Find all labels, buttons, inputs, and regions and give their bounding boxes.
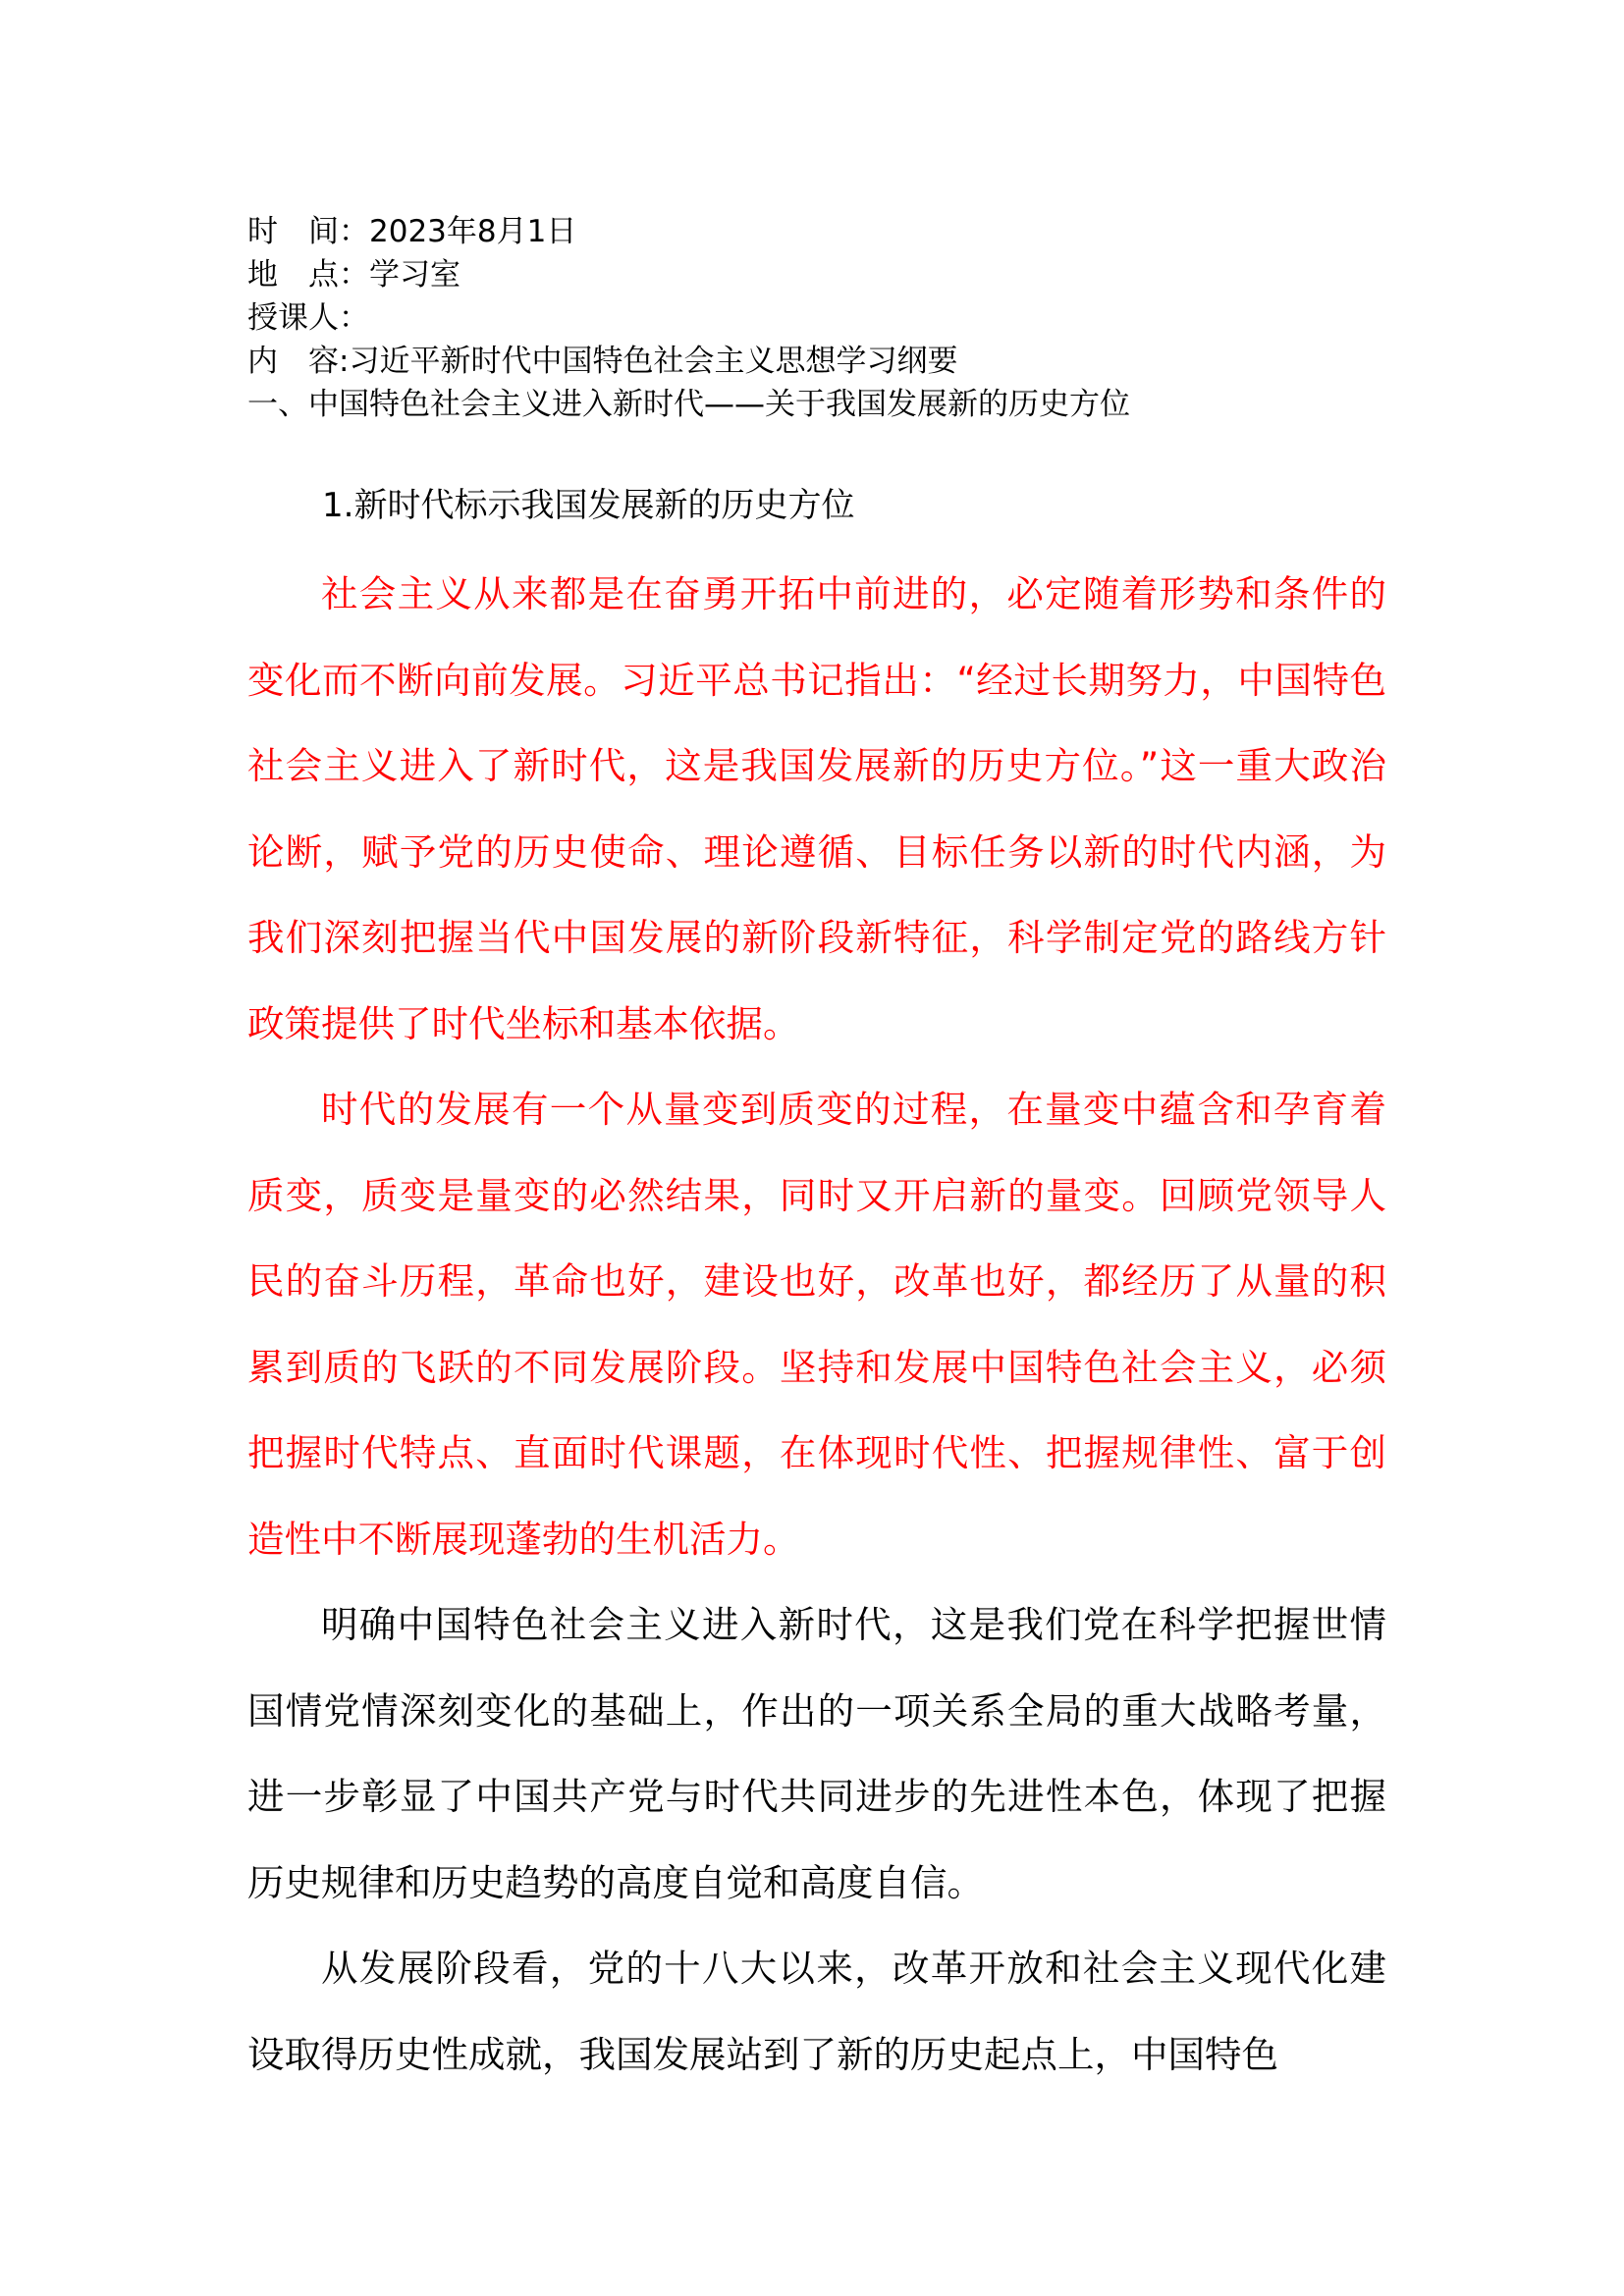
paragraph-2: 时代的发展有一个从量变到质变的过程，在量变中蕴含和孕育着质变，质变是量变的必然结果，同时又开启新的量变。回顾党领导人民的奋斗历程，革命也好，建设也好，改革也好，都经历了从量的积累到质的飞跃的不同发展阶段。坚持和发展中国特色社会主义，必须把握时代特点、直面时代课题，在体现时代性、把握规律性、富于创造性中不断展现蓬勃的生机活力。 (247, 1088, 1386, 1561)
meeting-time: 时 间：2023年8月1日 (247, 214, 577, 249)
paragraph-4: 从发展阶段看，党的十八大以来，改革开放和社会主义现代化建设取得历史性成就，我国发展站到了新的历史起点上，中国特色 (247, 1947, 1386, 2076)
paragraph-3: 明确中国特色社会主义进入新时代，这是我们党在科学把握世情国情党情深刻变化的基础上，作出的一项关系全局的重大战略考量，进一步彰显了中国共产党与时代共同进步的先进性本色，体现了把握历史规律和历史趋势的高度自觉和高度自信。 (247, 1603, 1386, 1904)
subheading: 1.新时代标示我国发展新的历史方位 (322, 486, 855, 525)
meeting-content: 内 容:习近平新时代中国特色社会主义思想学习纲要 (247, 344, 958, 379)
meeting-lecturer: 授课人： (247, 300, 369, 336)
paragraph-1: 社会主义从来都是在奋勇开拓中前进的，必定随着形势和条件的变化而不断向前发展。习近平总书记指出：“经过长期努力，中国特色社会主义进入了新时代，这是我国发展新的历史方位。”这一重大政治论断，赋予党的历史使命、理论遵循、目标任务以新的时代内涵，为我们深刻把握当代中国发展的新阶段新特征，科学制定党的路线方针政策提供了时代坐标和基本依据。 (247, 572, 1386, 1045)
section-title: 一、中国特色社会主义进入新时代——关于我国发展新的历史方位 (247, 387, 1130, 422)
document-page (247, 210, 1386, 2098)
meeting-place: 地 点：学习室 (247, 257, 460, 293)
